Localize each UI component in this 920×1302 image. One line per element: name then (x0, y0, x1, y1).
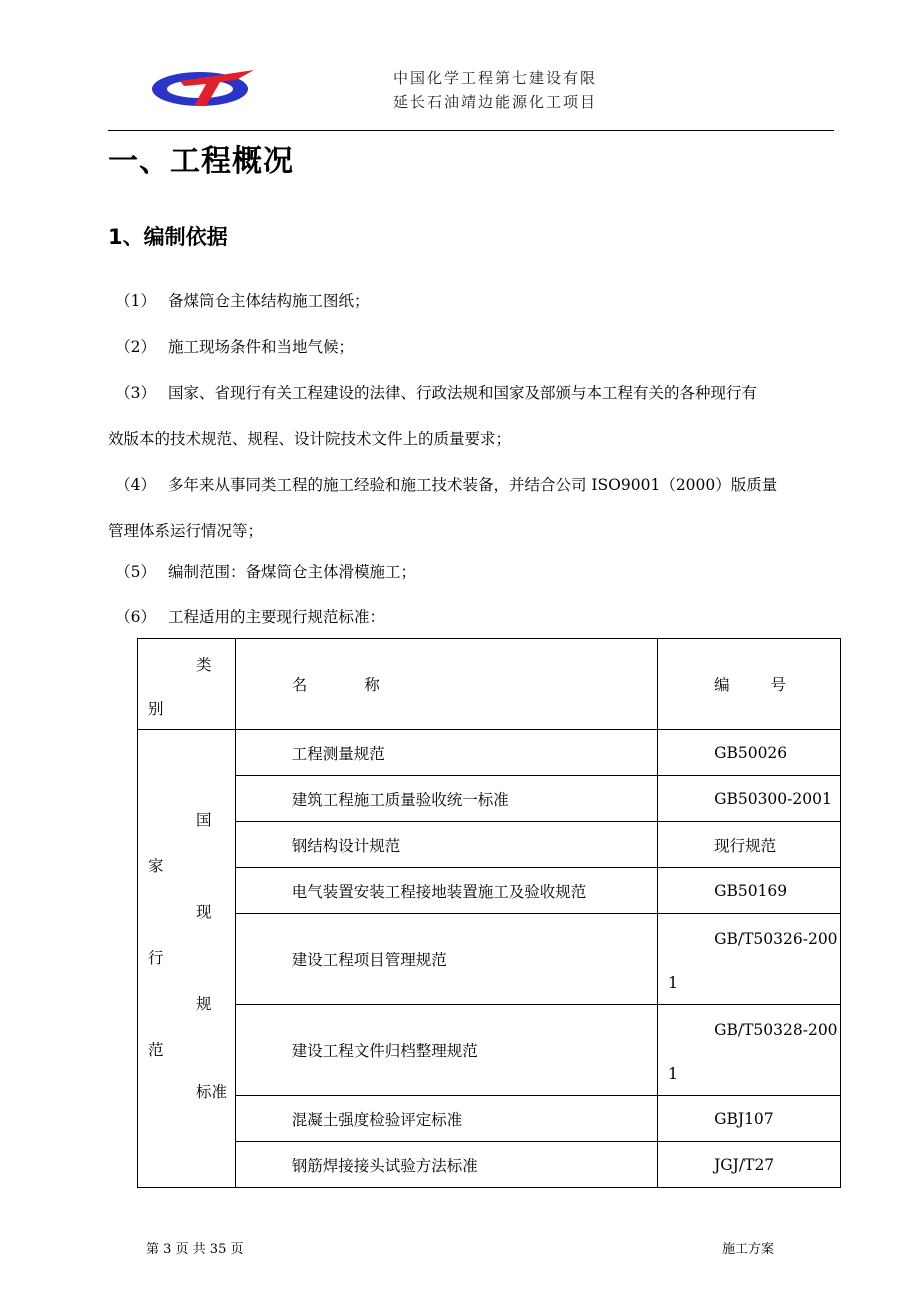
standard-name: 建筑工程施工质量验收统一标准 (235, 776, 657, 822)
standard-code: GB50026 (658, 730, 841, 776)
list-item: （2） 施工现场条件和当地气候； (115, 338, 355, 356)
table-row (138, 776, 841, 822)
list-item: （3） 国家、省现行有关工程建设的法律、行政法规和国家及部颁与本工程有关的各种现行有 效版本的技术规范、规程、设计院技术文件上的质量要求； (108, 384, 758, 448)
page-number: 第 3 页 共 35 页 (146, 1242, 244, 1257)
standard-code: GBJ107 (658, 1096, 841, 1142)
standard-name: 工程测量规范 (235, 730, 657, 776)
header-name: 名 称 (235, 639, 657, 730)
standard-name: 电气装置安装工程接地装置施工及验收规范 (235, 868, 657, 914)
list-item: （6） 工程适用的主要现行规范标准： (115, 608, 386, 626)
standards-table (137, 638, 841, 1188)
standard-code: GB/T50326-200 1 (658, 914, 841, 1005)
subsection-title: 1、编制依据 (108, 225, 228, 249)
standard-code: GB/T50328-200 1 (658, 1005, 841, 1096)
standard-name: 混凝土强度检验评定标准 (235, 1096, 657, 1142)
list-item: （4） 多年来从事同类工程的施工经验和施工技术装备，并结合公司 ISO9001（2000）版质量 管理体系运行情况等； (108, 476, 778, 540)
table-header-row (138, 639, 841, 730)
section-title: 一、工程概况 (108, 144, 294, 179)
standard-code: 现行规范 (658, 822, 841, 868)
table-row (138, 914, 841, 1005)
standard-name: 建设工程项目管理规范 (235, 914, 657, 1005)
list-item: （5） 编制范围：备煤筒仓主体滑模施工； (115, 563, 417, 581)
company-line-2: 延长石油靖边能源化工项目 (392, 93, 597, 111)
table-row (138, 730, 841, 776)
header-divider (108, 130, 834, 131)
document-type: 施工方案 (721, 1242, 774, 1257)
table-row (138, 1096, 841, 1142)
table-row (138, 1005, 841, 1096)
standard-code: GB50300-2001 (658, 776, 841, 822)
standard-name: 钢筋焊接接头试验方法标准 (235, 1142, 657, 1188)
header-category: 类 别 (138, 639, 236, 730)
company-line-1: 中国化学工程第七建设有限 (392, 69, 597, 87)
header-code: 编 号 (658, 639, 841, 730)
standard-code: GB50169 (658, 868, 841, 914)
standard-name: 钢结构设计规范 (235, 822, 657, 868)
table-row (138, 822, 841, 868)
standard-name: 建设工程文件归档整理规范 (235, 1005, 657, 1096)
list-item: （1） 备煤筒仓主体结构施工图纸； (115, 292, 370, 310)
company-logo-icon (150, 66, 256, 110)
table-row (138, 868, 841, 914)
standard-code: JGJ/T27 (658, 1142, 841, 1188)
category-cell: 国 家 现 行 规 范 标准 (138, 730, 236, 1188)
table-row (138, 1142, 841, 1188)
company-header (370, 66, 620, 114)
